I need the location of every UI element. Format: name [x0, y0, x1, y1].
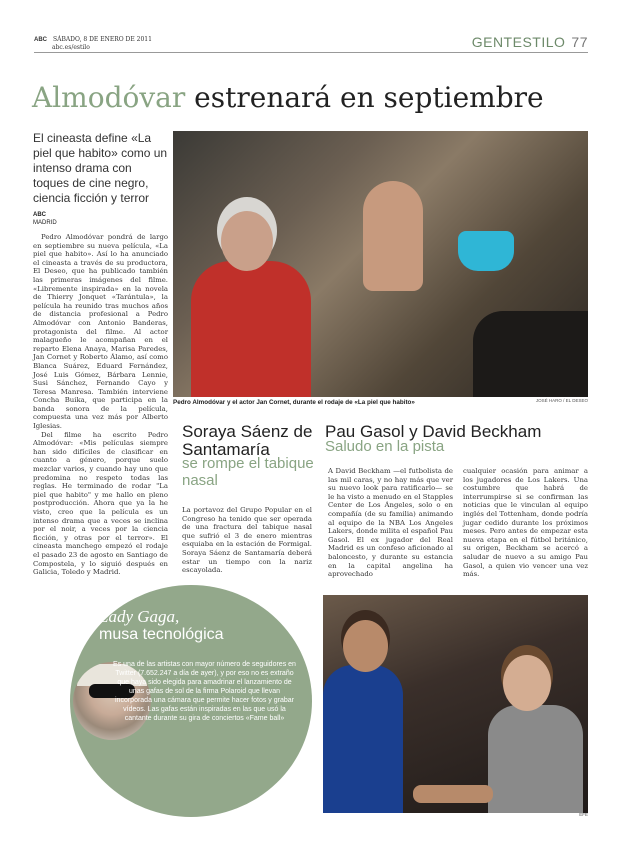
byline-city: MADRID	[33, 220, 57, 226]
beckham-figure	[488, 705, 583, 813]
actor-figure	[363, 181, 423, 291]
byline-agency: ABC	[33, 212, 46, 218]
gasol-beckham-photo	[323, 595, 588, 813]
site-url[interactable]: abc.es/estilo	[52, 44, 90, 51]
article-paragraph: Pedro Almodóvar pondrá de largo en septiembre su nueva película, «La piel que habito». Así lo ha anunciado el cineasta a través de su productora, El Deseo, que ha publicado también las primeras imágenes del filme. «Libremente inspirada» en la novela de Thierry Jonquet «Tarántula», la película ha reunido tras muchos años de distancia profesional a Pedro Almodóvar con Antonio Banderas, protagonista del filme. Al actor malagueño le acompañan en el reparto Elena Anaya, Marisa Paredes, Jan Cornet y Roberto Álamo, así como Blanca Suárez, Eduard Fernández, José Luis Gómez, Bárbara Lennie, Susi Sánchez, Fernando Cayo y Teresa Manresa. También interviene Concha Buika, que participa en la banda sonora de la película, compuesta una vez más por Alberto Iglesias.	[33, 233, 168, 431]
photo-caption: Pedro Almodóvar y el actor Jan Cornet, durante el rodaje de «La piel que habito»	[173, 399, 415, 406]
director-head	[221, 211, 273, 271]
header-rule	[34, 52, 588, 53]
gaga-subtitle: musa tecnológica	[99, 626, 224, 643]
photo-credit: JOSÉ HARO / EL DESEO	[535, 398, 588, 403]
byline	[33, 211, 57, 227]
photo-credit-2: EFE	[579, 812, 588, 817]
section-name-suffix: STILO	[522, 34, 566, 50]
blue-bucket	[458, 231, 514, 271]
almodovar-photo	[173, 131, 588, 397]
gasol-head	[343, 620, 388, 672]
article-body	[33, 233, 168, 577]
soraya-title: Soraya Sáenz de Santamaría	[182, 422, 313, 459]
article-deck: El cineasta define «La piel que habito» como un intenso drama con toques de cine negro, ciencia ficción y terror	[33, 131, 168, 205]
shadow-area	[473, 311, 588, 397]
gaga-body: Es una de las artistas con mayor número de seguidores en Twitter (7.652.247 a día de ayer), y por eso no es extraño que haya sido elegida para amadrinar el lanzamiento de unas gafas de sol de la firma Polaroid que llevan incorporada una cámara que permite hacer fotos y grabar vídeos. Las gafas están inspiradas en las que usó la cantante durante su gira de conciertos «Fame ball»	[113, 661, 296, 722]
gasol-body-col2: cualquier ocasión para animar a los jugadores de Los Lakers. Una costumbre que habrá de interrumpirse si se confirman las noticias que le vinculan al equipo inglés del Tottenham, donde podría jugar cedido durante los próximos meses. Pero antes de empezar esta nueva etapa en el fútbol británico, su origen, Beckham se acercó a saludar de nuevo a su amigo Pau Gasol, a quien vio vencer una vez más.	[463, 467, 588, 579]
director-figure	[191, 261, 311, 397]
gasol-title: Pau Gasol y David Beckham	[325, 422, 542, 441]
main-headline	[32, 80, 544, 116]
section-header	[472, 34, 588, 50]
gasol-figure	[323, 665, 403, 813]
gasol-subtitle: Saludo en la pista	[325, 438, 445, 455]
issue-date: SÁBADO, 8 DE ENERO DE 2011	[53, 36, 152, 43]
header-left	[34, 36, 152, 52]
soraya-subtitle: se rompe el tabique nasal	[182, 455, 314, 489]
headline-part2: estrenará en septiembre	[194, 81, 544, 114]
page-number: 77	[571, 34, 588, 50]
gaga-title: Lady Gaga,	[99, 607, 180, 626]
paper-name: ABC	[34, 37, 47, 43]
article-paragraph: Del filme ha escrito Pedro Almodóvar: «Mis películas siempre han sido difíciles de clasificar en cuanto a género, porque suelo mezclar varios, y cuando hay uno que predomina no respeto todas las reglas. He terminado de rodar "La piel que habito" y me hallo en pleno postproducción. Ahora que ya la he visto, creo que la película es un intenso drama que a veces se inclina por el noir, a veces por la ciencia ficción, y otras por el terror». El cineasta manchego empezó el rodaje el pasado 23 de agosto en Santiago de Compostela, y lo siguió después en Galicia, Toledo y Madrid.	[33, 430, 168, 577]
soraya-body: La portavoz del Grupo Popular en el Congreso ha tenido que ser operada de una fractura del tabique nasal que sufrió el 3 de enero mientras esquiaba en la estación de Formigal. Soraya Sáenz de Santamaría deberá estar un tiempo con la nariz escayolada.	[182, 506, 312, 575]
section-name: GENTE	[471, 34, 523, 50]
gasol-body-col1: A David Beckham —el futbolista de las mil caras, y no hay más que ver su nuevo look para ratificarlo— se le ha visto a menudo en el Stapples Center de Los Ángeles, solo o en compañía (de su familia) animando al equipo de la NBA Los Angeles Lakers, donde milita el español Pau Gasol. El ex jugador del Real Madrid es un confeso aficionado al baloncesto, y durante su estancia en la capital angelina ha aprovechado	[328, 467, 453, 579]
headline-part1: Almodóvar	[32, 81, 186, 114]
beckham-head	[503, 655, 551, 711]
handshake	[413, 785, 493, 803]
